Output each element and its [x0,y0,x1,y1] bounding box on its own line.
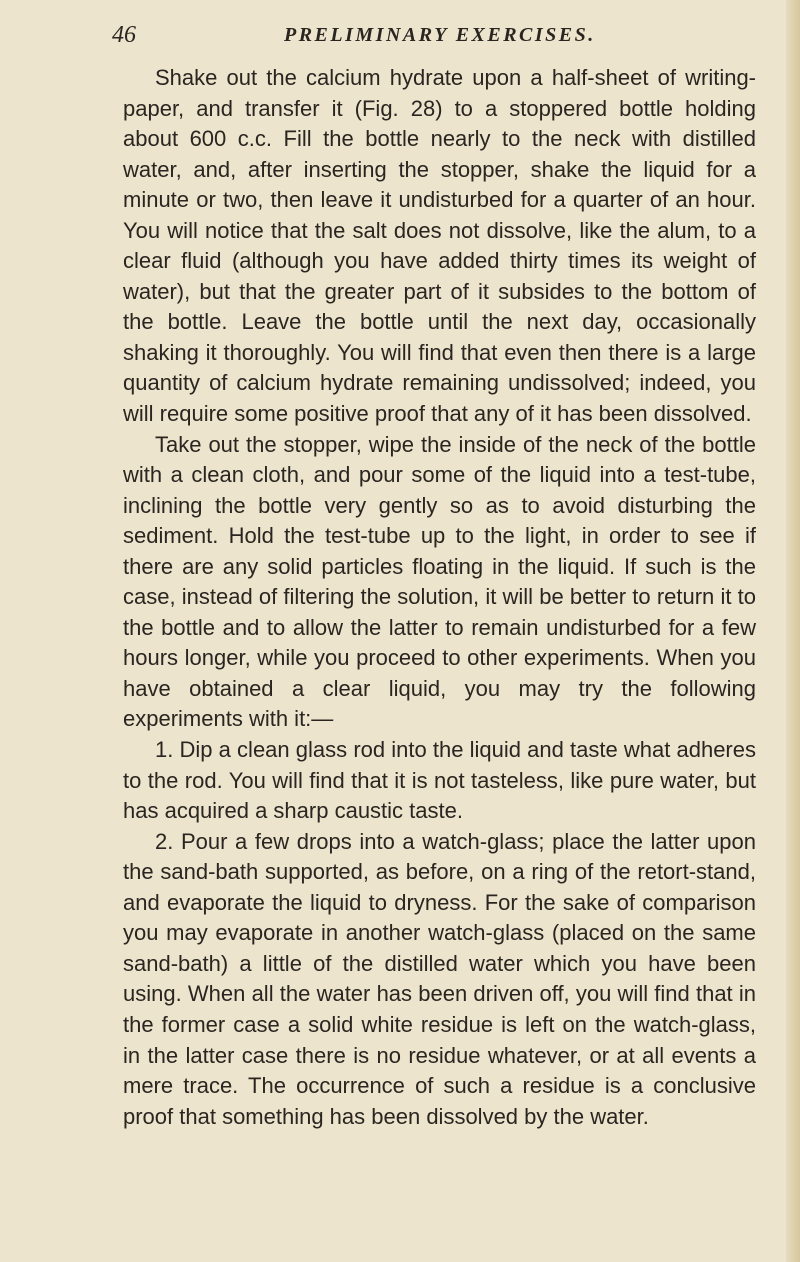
page-header [112,22,752,56]
paragraph: Shake out the calcium hydrate upon a half-sheet of writing-paper, and transfer it (Fig. 28) to a stoppered bottle holding about 600 c.c. Fill the bottle nearly to the neck with distilled water, and, after inserting the stopper, shake the liquid for a minute or two, then leave it undisturbed for a quarter of an hour. You will notice that the salt does not dissolve, like the alum, to a clear fluid (although you have added thirty times its weight of water), but that the greater part of it subsides to the bottom of the bottle. Leave the bottle until the next day, occasionally shaking it thoroughly. You will find that even then there is a large quantity of calcium hydrate remaining undissolved; indeed, you will require some positive proof that any of it has been dissolved. [123,65,756,427]
page-number: 46 [112,22,136,48]
paragraph: 2. Pour a few drops into a watch-glass; place the latter upon the sand-bath supported, as before, on a ring of the retort-stand, and evaporate the liquid to dryness. For the sake of comparison you may evaporate in another watch-glass (placed on the same sand-bath) a little of the distilled water which you have been using. When all the water has been driven off, you will find that in the former case a solid white residue is left on the watch-glass, in the latter case there is no residue whatever, or at all events a mere trace. The occurrence of such a residue is a conclusive proof that something has been dissolved by the water. [123,828,756,1129]
page-edge [786,0,800,1262]
paragraph: Take out the stopper, wipe the inside of the neck of the bottle with a clean cloth, and pour some of the liquid into a test-tube, inclining the bottle very gently so as to avoid disturbing the sediment. Hold the test-tube up to the light, in order to see if there are any solid particles floating in the liquid. If such is the case, instead of filtering the solution, it will be better to return it to the bottle and to allow the latter to remain undisturbed for a few hours longer, while you proceed to other experiments. When you have obtained a clear liquid, you may try the following experiments with it:— [123,431,756,732]
paragraph: 1. Dip a clean glass rod into the liquid and taste what adheres to the rod. You will find that it is not tasteless, like pure water, but has acquired a sharp caustic taste. [123,737,756,824]
body-text [123,63,756,1132]
running-head: PRELIMINARY EXERCISES. [284,24,596,46]
